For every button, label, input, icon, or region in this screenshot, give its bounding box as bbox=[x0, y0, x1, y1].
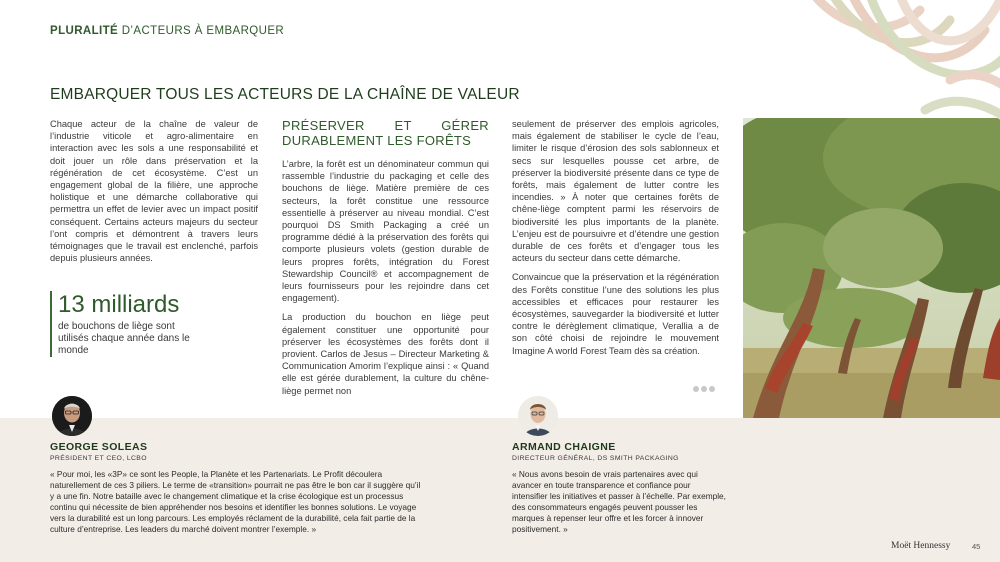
carousel-dots bbox=[693, 379, 717, 397]
continuation-paragraph-2: Convaincue que la préservation et la régénération des Forêts constitue l’une des solutions les plus accessibles et efficaces pour restaurer les écosystèmes, sauvegarder la biodiversité et lutter contre le dérèglement climatique, Verallia a de son côté choisi de rejoindre le mouvement Imagine A world Forest Team dès sa création. bbox=[512, 272, 719, 356]
stat-callout bbox=[50, 291, 208, 357]
avatar-armand-chaigne bbox=[518, 396, 558, 436]
carousel-dot bbox=[701, 386, 707, 392]
continuation-paragraph-1: seulement de préserver des emplois agricoles, mais également de stabiliser le cycle de l’eau, limiter le risque d’érosion des sols sablonneux et secs sur lesquelles pousse cet arbre, de préserver la biodiversité présente dans ce type de forêts, mais également de lutter contre les incendies. » À noter que certaines forêts de chêne-liège comptent parmi les réservoirs de biodiversité les plus importants de la planète. L’enjeu est de poursuivre et d’étendre une gestion durable de ces forêts et d’engager tous les acteurs du secteur dans cette démarche. bbox=[512, 119, 719, 264]
person2-quote: « Nous avons besoin de vrais partenaires avec qui avancer en toute transparence et confiance pour intensifier les initiatives et passer à l’échelle. Par exemple, des consommateurs engagés peuvent pousser les marques à repenser leur offre et les forcer à innover positivement. » bbox=[512, 469, 726, 534]
page-number: 45 bbox=[972, 542, 981, 551]
person1-quote: « Pour moi, les «3P» ce sont les People, la Planète et les Partenariats. Le Profit découlera naturellement de ces 3 piliers. Le terme de «transition» pourrait ne pas être le bon car il suggère qu’il y a une fin. Notre bataille avec le changement climatique et la crise écologique est un processus continu qui nécessite de bien appréhender nos besoins et identifier les bonnes solutions. Le voyage vers la durabilité est un long parcours. Les employés réclament de la durabilité, cela fait partie de la culture d’entreprise. Les leaders du marché doivent montrer l’exemple. » bbox=[50, 469, 421, 534]
brand-logo-text: Moët Hennessy bbox=[891, 541, 951, 551]
section-header: PLURALITÉ D’ACTEURS À EMBARQUER bbox=[50, 25, 285, 37]
person1-role: PRÉSIDENT ET CEO, LCBO bbox=[50, 455, 147, 462]
person1-name: GEORGE SOLEAS bbox=[50, 441, 148, 453]
page-title: EMBARQUER TOUS LES ACTEURS DE LA CHAÎNE DE VALEUR bbox=[50, 86, 520, 103]
forest-paragraph-2: La production du bouchon en liège peut également constituer une opportunité pour préserver les écosystèmes des forêts dont il provient. Carlos de Jesus – Directeur Marketing & Communication Amorim l’explique ainsi : « Quand elle est gérée durablement, la culture du chêne-liège permet non bbox=[282, 312, 489, 396]
intro-column bbox=[50, 118, 258, 271]
cork-oak-forest-photo bbox=[743, 118, 1000, 418]
forest-subheading: PRÉSERVER ET GÉRER DURABLEMENT LES FORÊTS bbox=[282, 118, 489, 148]
continuation-column bbox=[512, 118, 719, 364]
carousel-dot bbox=[709, 386, 715, 392]
forest-column bbox=[282, 118, 489, 404]
stat-value: 13 milliards bbox=[58, 291, 180, 318]
person2-role: DIRECTEUR GÉNÉRAL, DS SMITH PACKAGING bbox=[512, 455, 679, 462]
avatar-george-soleas bbox=[52, 396, 92, 436]
carousel-dot bbox=[693, 386, 699, 392]
stat-caption: de bouchons de liège sont utilisés chaque année dans le monde bbox=[58, 321, 190, 356]
intro-paragraph: Chaque acteur de la chaîne de valeur de l’industrie viticole et agro-alimentaire en interaction avec les sols a une responsabilité et doit jouer un rôle dans préservation et la régénération de cet écosystème. C’est un engagement global de la filière, une approche holistique et une démarche collaborative qui permettra un effet de levier avec un impact positif conséquent. Certains acteurs majeurs du secteur l’ont compris et démontrent à travers leurs témoignages que le travail est enclenché, parfois depuis plusieurs années. bbox=[50, 119, 258, 264]
forest-paragraph-1: L’arbre, la forêt est un dénominateur commun qui rassemble l’industrie du packaging et celle des bouchons de liège. Matière première de ces secteurs, la forêt constitue une ressource essentielle à préserver au niveau mondial. C’est pourquoi DS Smith Packaging a créé un programme dédié à la préservation des forêts qui comporte plusieurs volets (gestion durable de leurs propres forêts, intégration du Forest Stewardship Council® et accompagnement de leurs fournisseurs pour les rejoindre dans cet engagement). bbox=[282, 159, 489, 304]
person2-name: ARMAND CHAIGNE bbox=[512, 441, 616, 453]
decorative-lines-graphic bbox=[750, 0, 1000, 120]
